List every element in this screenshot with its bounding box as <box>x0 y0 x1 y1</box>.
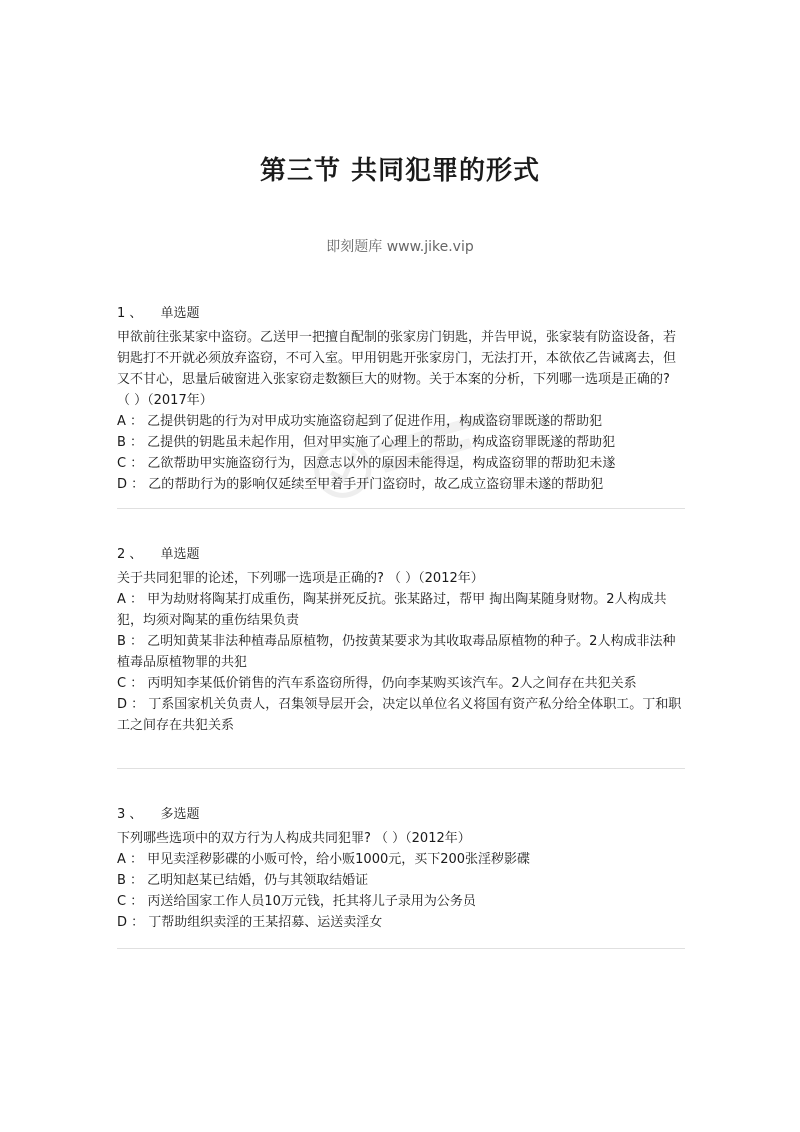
option-d: D ： 丁系国家机关负责人，召集领导层开会，决定以单位名义将国有资产私分给全体职工。丁和职工之间存在共犯关系 <box>117 697 682 733</box>
option-b: B ： 乙提供的钥匙虽未起作用，但对甲实施了心理上的帮助，构成盗窃罪既遂的帮助犯 <box>117 435 616 450</box>
page-subtitle: 即刻题库 www.jike.vip <box>326 239 474 255</box>
question-header <box>117 804 687 825</box>
question-2 <box>117 544 687 736</box>
question-3 <box>117 804 687 933</box>
option-a: A ： 甲为劫财将陶某打成重伤，陶某拼死反抗。张某路过，帮甲 掏出陶某随身财物。2人构成共犯，均须对陶某的重伤结果负责 <box>117 592 667 628</box>
question-stem: 甲欲前往张某家中盗窃。乙送甲一把擅自配制的张家房门钥匙，并告甲说，张家装有防盗设备，若钥匙打不开就必须放弃盗窃，不可入室。甲用钥匙开张家房门，无法打开，本欲依乙告诫离去，但又不甘心，思量后破窗进入张家窃走数额巨大的财物。关于本案的分析，下列哪一选项是正确的? （ ）（2017年） <box>117 330 677 408</box>
option-b: B ： 乙明知黄某非法种植毒品原植物，仍按黄某要求为其收取毒品原植物的种子。2人构成非法种植毒品原植物罪的共犯 <box>117 634 676 670</box>
question-type: 单选题 <box>160 547 200 562</box>
option-d: D ： 丁帮助组织卖淫的王某招募、运送卖淫女 <box>117 915 383 930</box>
option-c: C ： 丙明知李某低价销售的汽车系盗窃所得，仍向李某购买该汽车。2人之间存在共犯关系 <box>117 676 637 691</box>
option-d: D ： 乙的帮助行为的影响仅延续至甲着手开门盗窃时，故乙成立盗窃罪未遂的帮助犯 <box>117 477 604 492</box>
question-header <box>117 544 687 565</box>
question-type: 单选题 <box>160 306 200 321</box>
option-c: C ： 乙欲帮助甲实施盗窃行为，因意志以外的原因未能得逞，构成盗窃罪的帮助犯未遂 <box>117 456 616 471</box>
option-b: B ： 乙明知赵某已结婚，仍与其领取结婚证 <box>117 873 369 888</box>
question-number: 3 、 <box>117 807 143 822</box>
question-1 <box>117 303 687 495</box>
question-stem: 关于共同犯罪的论述，下列哪一选项是正确的? （ ）（2012年） <box>117 571 484 586</box>
divider <box>117 948 685 949</box>
divider <box>117 768 685 769</box>
option-c: C ： 丙送给国家工作人员10万元钱，托其将儿子录用为公务员 <box>117 894 476 909</box>
question-number: 2 、 <box>117 547 143 562</box>
divider <box>117 508 685 509</box>
page-title: 第三节 共同犯罪的形式 <box>259 156 541 186</box>
option-a: A ： 乙提供钥匙的行为对甲成功实施盗窃起到了促进作用，构成盗窃罪既遂的帮助犯 <box>117 414 603 429</box>
question-type: 多选题 <box>160 807 200 822</box>
option-a: A ： 甲见卖淫秽影碟的小贩可怜，给小贩1000元，买下200张淫秽影碟 <box>117 852 531 867</box>
question-number: 1 、 <box>117 306 143 321</box>
question-stem: 下列哪些选项中的双方行为人构成共同犯罪? （ ）（2012年） <box>117 831 471 846</box>
question-header <box>117 303 687 324</box>
